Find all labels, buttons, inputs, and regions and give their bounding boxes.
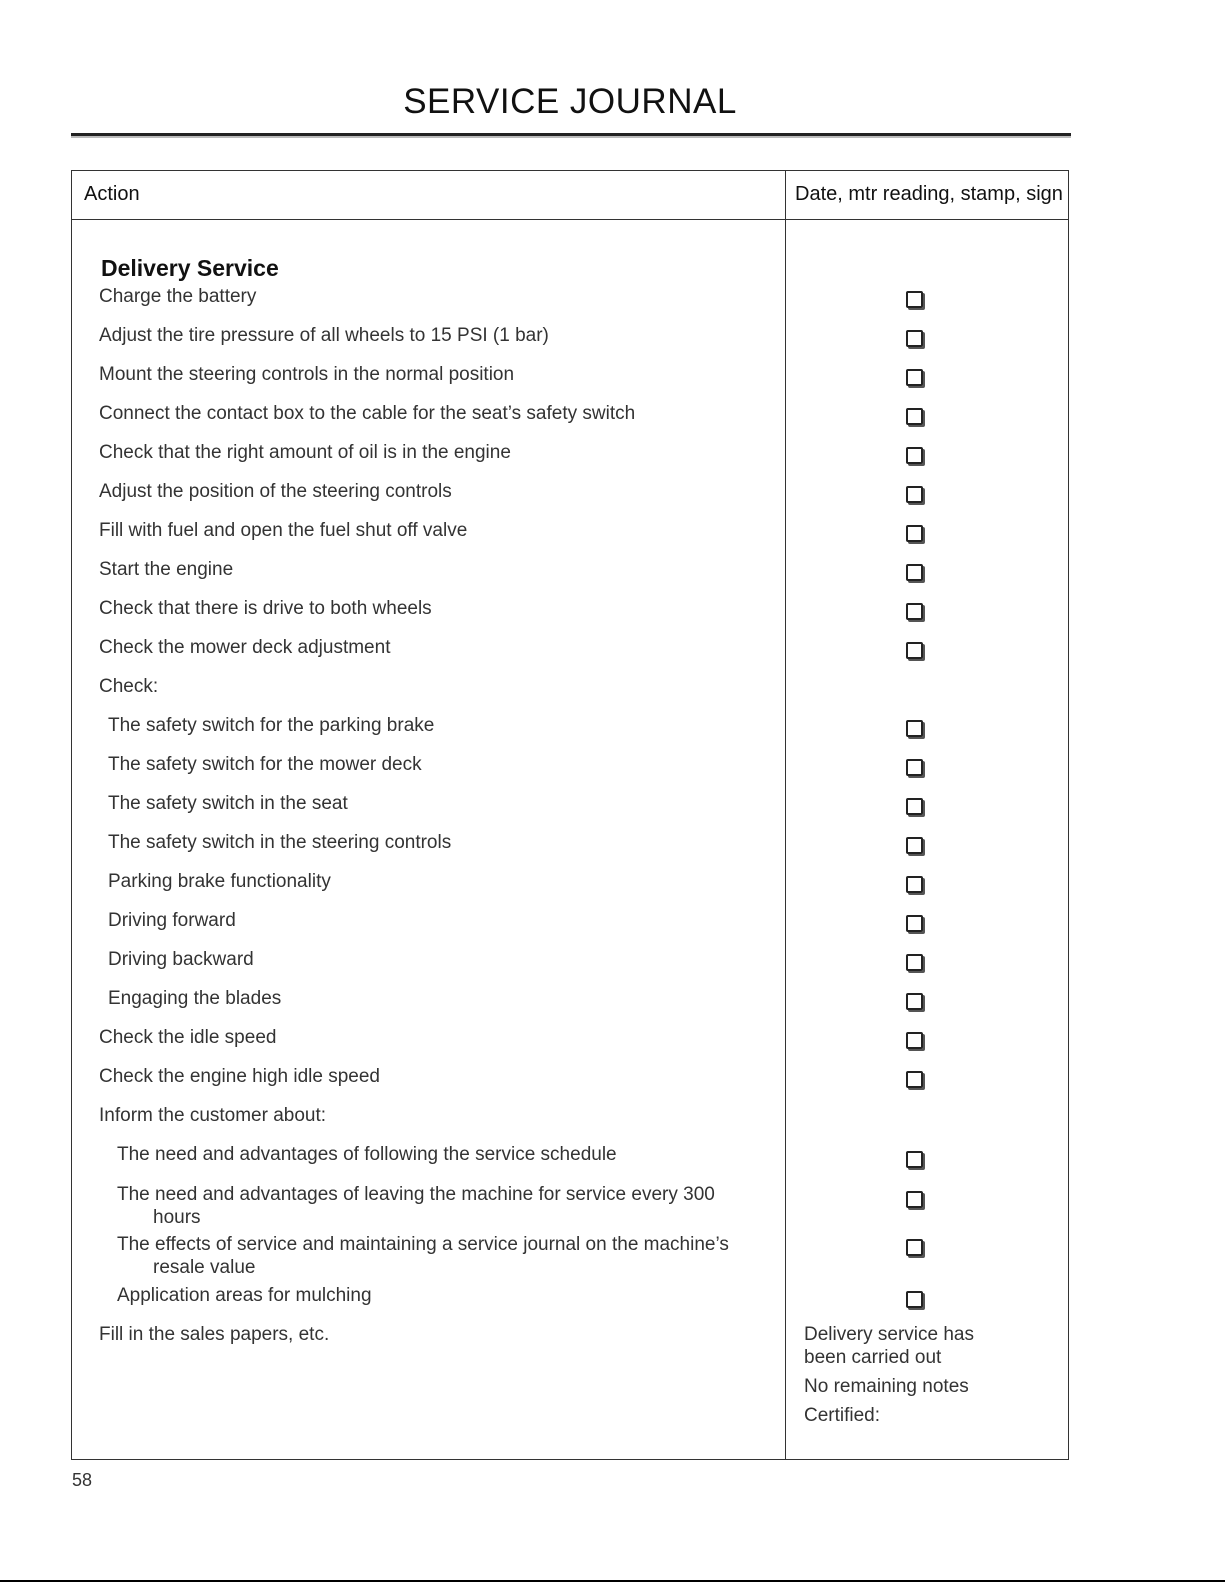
certification-note: No remaining notes [804, 1376, 969, 1397]
checklist-item-text: Connect the contact box to the cable for the seat’s safety switch [99, 403, 636, 424]
checkbox[interactable] [906, 408, 923, 425]
checklist-item [99, 597, 749, 620]
checklist-item [117, 1143, 767, 1166]
checkbox[interactable] [906, 1151, 923, 1168]
certification-note: Certified: [804, 1405, 881, 1426]
checkbox[interactable] [906, 525, 923, 542]
checklist-item [108, 831, 758, 854]
checklist-item-text: Check: [99, 676, 159, 697]
checklist-item [99, 480, 749, 503]
checkbox[interactable] [906, 486, 923, 503]
checklist-item-text-continued: hours [153, 1207, 201, 1228]
checklist-item-text: Adjust the tire pressure of all wheels to 15 PSI (1 bar) [99, 325, 549, 346]
checklist-item [117, 1233, 767, 1279]
checklist-item-text: Check the idle speed [99, 1027, 277, 1048]
checkbox[interactable] [906, 603, 923, 620]
checklist-item-text: Check the mower deck adjustment [99, 637, 391, 658]
checklist-group-label [99, 675, 749, 698]
checkbox[interactable] [906, 798, 923, 815]
checklist-item-text: The effects of service and maintaining a service journal on the machine’s [117, 1234, 729, 1255]
checklist-item-text: Adjust the position of the steering controls [99, 481, 452, 502]
checklist-item [99, 285, 749, 308]
checkbox[interactable] [906, 1191, 923, 1208]
checkbox[interactable] [906, 720, 923, 737]
checkbox[interactable] [906, 1032, 923, 1049]
checklist-item-text: Check that the right amount of oil is in the engine [99, 442, 511, 463]
checklist-item-text: Mount the steering controls in the normal position [99, 364, 515, 385]
checklist-item-text: The safety switch in the seat [108, 793, 348, 814]
checklist-group-label [99, 1323, 749, 1346]
checklist-item [99, 519, 749, 542]
checklist-item-text: Check that there is drive to both wheels [99, 598, 432, 619]
checkbox[interactable] [906, 291, 923, 308]
checklist-item-text: Inform the customer about: [99, 1105, 327, 1126]
checklist-item-text: Driving forward [108, 910, 236, 931]
title-rule [71, 133, 1071, 136]
checklist-item [99, 558, 749, 581]
checklist-item [108, 948, 758, 971]
checkbox[interactable] [906, 993, 923, 1010]
checklist-item-text: The need and advantages of following the service schedule [117, 1144, 617, 1165]
checklist-item [99, 441, 749, 464]
certification-note: Delivery service has [804, 1324, 974, 1345]
checklist-item-text: Application areas for mulching [117, 1285, 372, 1306]
header-divider [72, 219, 1068, 220]
checklist-item [99, 363, 749, 386]
checklist-item [117, 1183, 767, 1229]
checkbox[interactable] [906, 759, 923, 776]
checkbox[interactable] [906, 1291, 923, 1308]
page-number: 58 [72, 1470, 93, 1490]
checkbox[interactable] [906, 915, 923, 932]
checkbox[interactable] [906, 1239, 923, 1256]
bottom-rule [0, 1580, 1225, 1582]
checkbox[interactable] [906, 1071, 923, 1088]
checklist-item-text: Fill in the sales papers, etc. [99, 1324, 330, 1345]
header-action: Action [84, 183, 140, 205]
checklist-item [117, 1284, 767, 1307]
checkbox[interactable] [906, 642, 923, 659]
checklist-item-text-continued: resale value [153, 1257, 256, 1278]
checklist-item [108, 714, 758, 737]
checklist-item-text: The safety switch in the steering controls [108, 832, 452, 853]
checklist-item-text: Driving backward [108, 949, 254, 970]
checklist-item [99, 402, 749, 425]
checklist-item [99, 636, 749, 659]
checklist-item-text: The safety switch for the parking brake [108, 715, 435, 736]
checklist-item-text: Start the engine [99, 559, 234, 580]
checklist-item-text: The need and advantages of leaving the machine for service every 300 [117, 1184, 715, 1205]
checklist-item [108, 987, 758, 1010]
header-date: Date, mtr reading, stamp, sign [795, 183, 1063, 205]
checklist-item [108, 753, 758, 776]
checkbox[interactable] [906, 564, 923, 581]
checklist-item [108, 870, 758, 893]
certification-note: been carried out [804, 1347, 942, 1368]
checklist-group-label [99, 1104, 749, 1127]
checkbox[interactable] [906, 876, 923, 893]
checklist-item-text: The safety switch for the mower deck [108, 754, 422, 775]
checklist-item [99, 1026, 749, 1049]
checklist-item-text: Charge the battery [99, 286, 257, 307]
checklist-item-text: Parking brake functionality [108, 871, 331, 892]
checklist-item-text: Engaging the blades [108, 988, 282, 1009]
checklist-item-text: Check the engine high idle speed [99, 1066, 380, 1087]
checkbox[interactable] [906, 954, 923, 971]
checkbox[interactable] [906, 330, 923, 347]
page-title: SERVICE JOURNAL [403, 82, 737, 121]
checklist-item-text: Fill with fuel and open the fuel shut off valve [99, 520, 468, 541]
checklist-item [108, 792, 758, 815]
checklist-item [108, 909, 758, 932]
service-journal-table [71, 170, 1069, 1460]
section-title: Delivery Service [101, 255, 279, 281]
checklist-item [99, 324, 749, 347]
checklist-item [99, 1065, 749, 1088]
column-divider [785, 171, 786, 1459]
checkbox[interactable] [906, 369, 923, 386]
checkbox[interactable] [906, 447, 923, 464]
checkbox[interactable] [906, 837, 923, 854]
